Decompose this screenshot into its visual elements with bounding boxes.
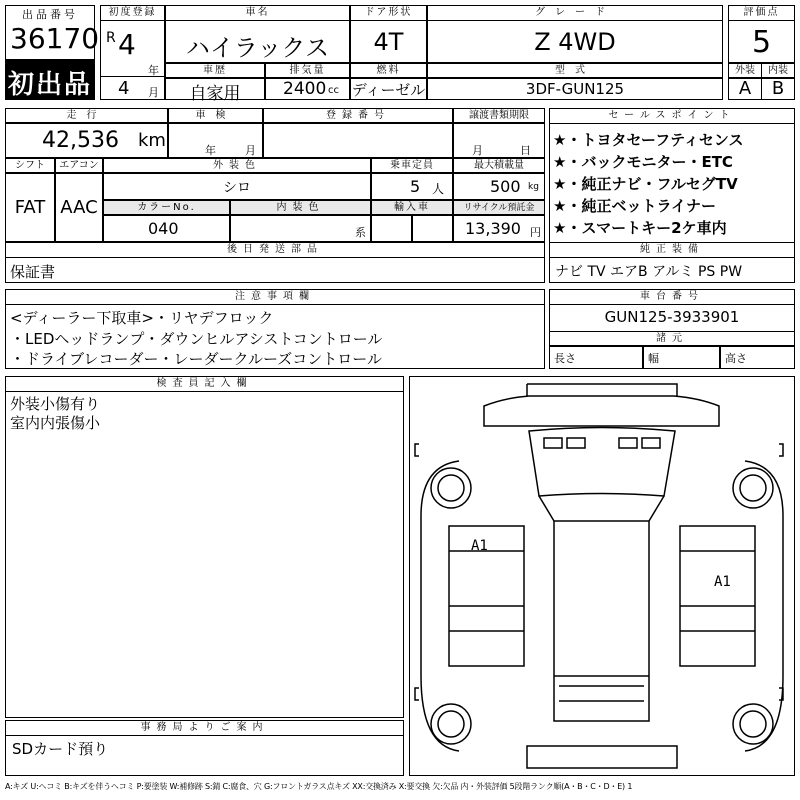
import-label: 輸入車	[371, 200, 453, 216]
transfer-label: 譲渡書類期限	[453, 108, 545, 124]
recycle: 13,390	[465, 219, 521, 238]
inspector-line: 室内内張傷小	[10, 414, 101, 432]
capacity: 5	[410, 177, 421, 196]
damage-mark: A1	[471, 538, 488, 554]
chassis-label: 車台番号	[549, 289, 795, 305]
interior-color-label: 内装色	[230, 200, 371, 216]
carname-label: 車名	[165, 5, 350, 21]
mileage-unit: km	[138, 130, 166, 151]
later-parts-label: 後日発送部品	[5, 242, 545, 258]
inspection-year-unit: 年	[205, 144, 216, 157]
reg-month: 4	[118, 78, 130, 99]
exterior-label: 外装	[728, 63, 762, 79]
displacement-label: 排気量	[265, 63, 350, 79]
inspector-label: 検査員記入欄	[5, 376, 404, 392]
inspection-month-unit: 月	[245, 144, 256, 157]
lot-number: 36170	[10, 22, 100, 55]
office-label: 事務局よりご案内	[5, 720, 404, 736]
sales-point: ★・純正ナビ・フルセグTV	[553, 175, 738, 193]
sales-point: ★・スマートキー2ケ車内	[553, 219, 727, 237]
equipment: ナビ TV エアB アルミ PS PW	[555, 264, 743, 280]
legend: A:キズ U:ヘコミ B:キズを伴うヘコミ P:要塗装 W:補修跡 S:錆 C:腐食、穴 G:フロントガラス点キズ XX:交換済み X:要交換 欠:欠品 内・外装評価 5段階ランク順(A・B・C・D・E) 1	[5, 782, 633, 791]
displacement-unit: cc	[328, 85, 339, 96]
plate-label: 登録番号	[263, 108, 453, 124]
color: シロ	[223, 180, 251, 196]
fuel: ディーゼル	[351, 81, 426, 99]
transfer-month-unit: 月	[472, 144, 483, 157]
load-label: 最大積載量	[453, 158, 545, 174]
plate-box	[263, 122, 453, 158]
score-label: 評価点	[728, 5, 795, 21]
capacity-unit: 人	[432, 182, 445, 196]
first-listing-text: 初出品	[7, 70, 92, 100]
capacity-label: 乗車定員	[371, 158, 453, 174]
era: R	[106, 30, 116, 46]
dims-label: 諸元	[549, 331, 795, 347]
grade-label: グレード	[427, 5, 723, 21]
import-box-b	[412, 214, 453, 242]
later-parts-item: 保証書	[10, 263, 56, 281]
reg-year: 4	[118, 28, 136, 61]
color-no-label: カラーNo.	[103, 200, 230, 216]
transfer-box	[453, 122, 545, 158]
door: 4T	[373, 28, 404, 56]
load: 500	[490, 177, 521, 196]
equipment-label: 純正装備	[549, 242, 795, 258]
notes-line: ・ドライブレコーダー・レーダークルーズコントロール	[10, 350, 383, 368]
sales-point: ★・純正ベットライナー	[553, 197, 716, 215]
carname: ハイラックス	[185, 34, 330, 62]
ac: AAC	[60, 197, 98, 218]
sales-label: セールスポイント	[549, 108, 795, 124]
vehicle-diagram	[409, 376, 795, 776]
grade: Z 4WD	[534, 28, 616, 56]
damage-mark: A1	[714, 574, 731, 590]
model-label: 型式	[427, 63, 723, 79]
model: 3DF-GUN125	[525, 80, 625, 98]
chassis-number: GUN125-3933901	[604, 308, 740, 326]
inspector-line: 外装小傷有り	[10, 395, 101, 413]
recycle-unit: 円	[530, 226, 541, 239]
history-label: 車歴	[165, 63, 265, 79]
mileage-label: 走行	[5, 108, 168, 124]
interior-grade: B	[771, 78, 785, 99]
length-label: 長さ	[554, 352, 576, 365]
interior-color-unit: 系	[355, 226, 366, 239]
height-label: 高さ	[725, 352, 747, 365]
history: 自家用	[189, 84, 241, 104]
interior-label: 内装	[761, 63, 795, 79]
registration-label: 初度登録	[100, 5, 165, 21]
notes-line: <ディーラー下取車>・リヤデフロック	[10, 309, 274, 327]
door-label: ドア形状	[350, 5, 427, 21]
office-text: SDカード預り	[12, 740, 109, 758]
load-unit: kg	[528, 182, 539, 192]
import-box-a	[371, 214, 412, 242]
transfer-day-unit: 日	[520, 144, 531, 157]
score: 5	[751, 25, 772, 60]
sales-point: ★・バックモニター・ETC	[553, 153, 733, 171]
sales-point: ★・トヨタセーフティセンス	[553, 131, 744, 149]
mileage: 42,536	[42, 128, 119, 153]
ac-label: エアコン	[55, 158, 103, 174]
interior-color-box	[230, 214, 371, 242]
exterior-grade: A	[738, 78, 752, 99]
displacement: 2400	[283, 79, 327, 99]
shift-label: シフト	[5, 158, 55, 174]
reg-month-unit: 月	[148, 86, 159, 99]
notes-line: ・LEDヘッドランプ・ダウンヒルアシストコントロール	[10, 330, 383, 348]
lot-number-label: 出品番号	[22, 8, 78, 21]
reg-year-unit: 年	[148, 64, 159, 77]
color-label: 外装色	[103, 158, 371, 174]
color-no: 040	[148, 219, 179, 238]
recycle-label: リサイクル預託金	[453, 200, 545, 216]
fuel-label: 燃料	[350, 63, 427, 79]
inspection-label: 車検	[168, 108, 263, 124]
shift: FAT	[14, 197, 46, 218]
notes-label: 注意事項欄	[5, 289, 545, 305]
width-label: 幅	[648, 352, 659, 365]
